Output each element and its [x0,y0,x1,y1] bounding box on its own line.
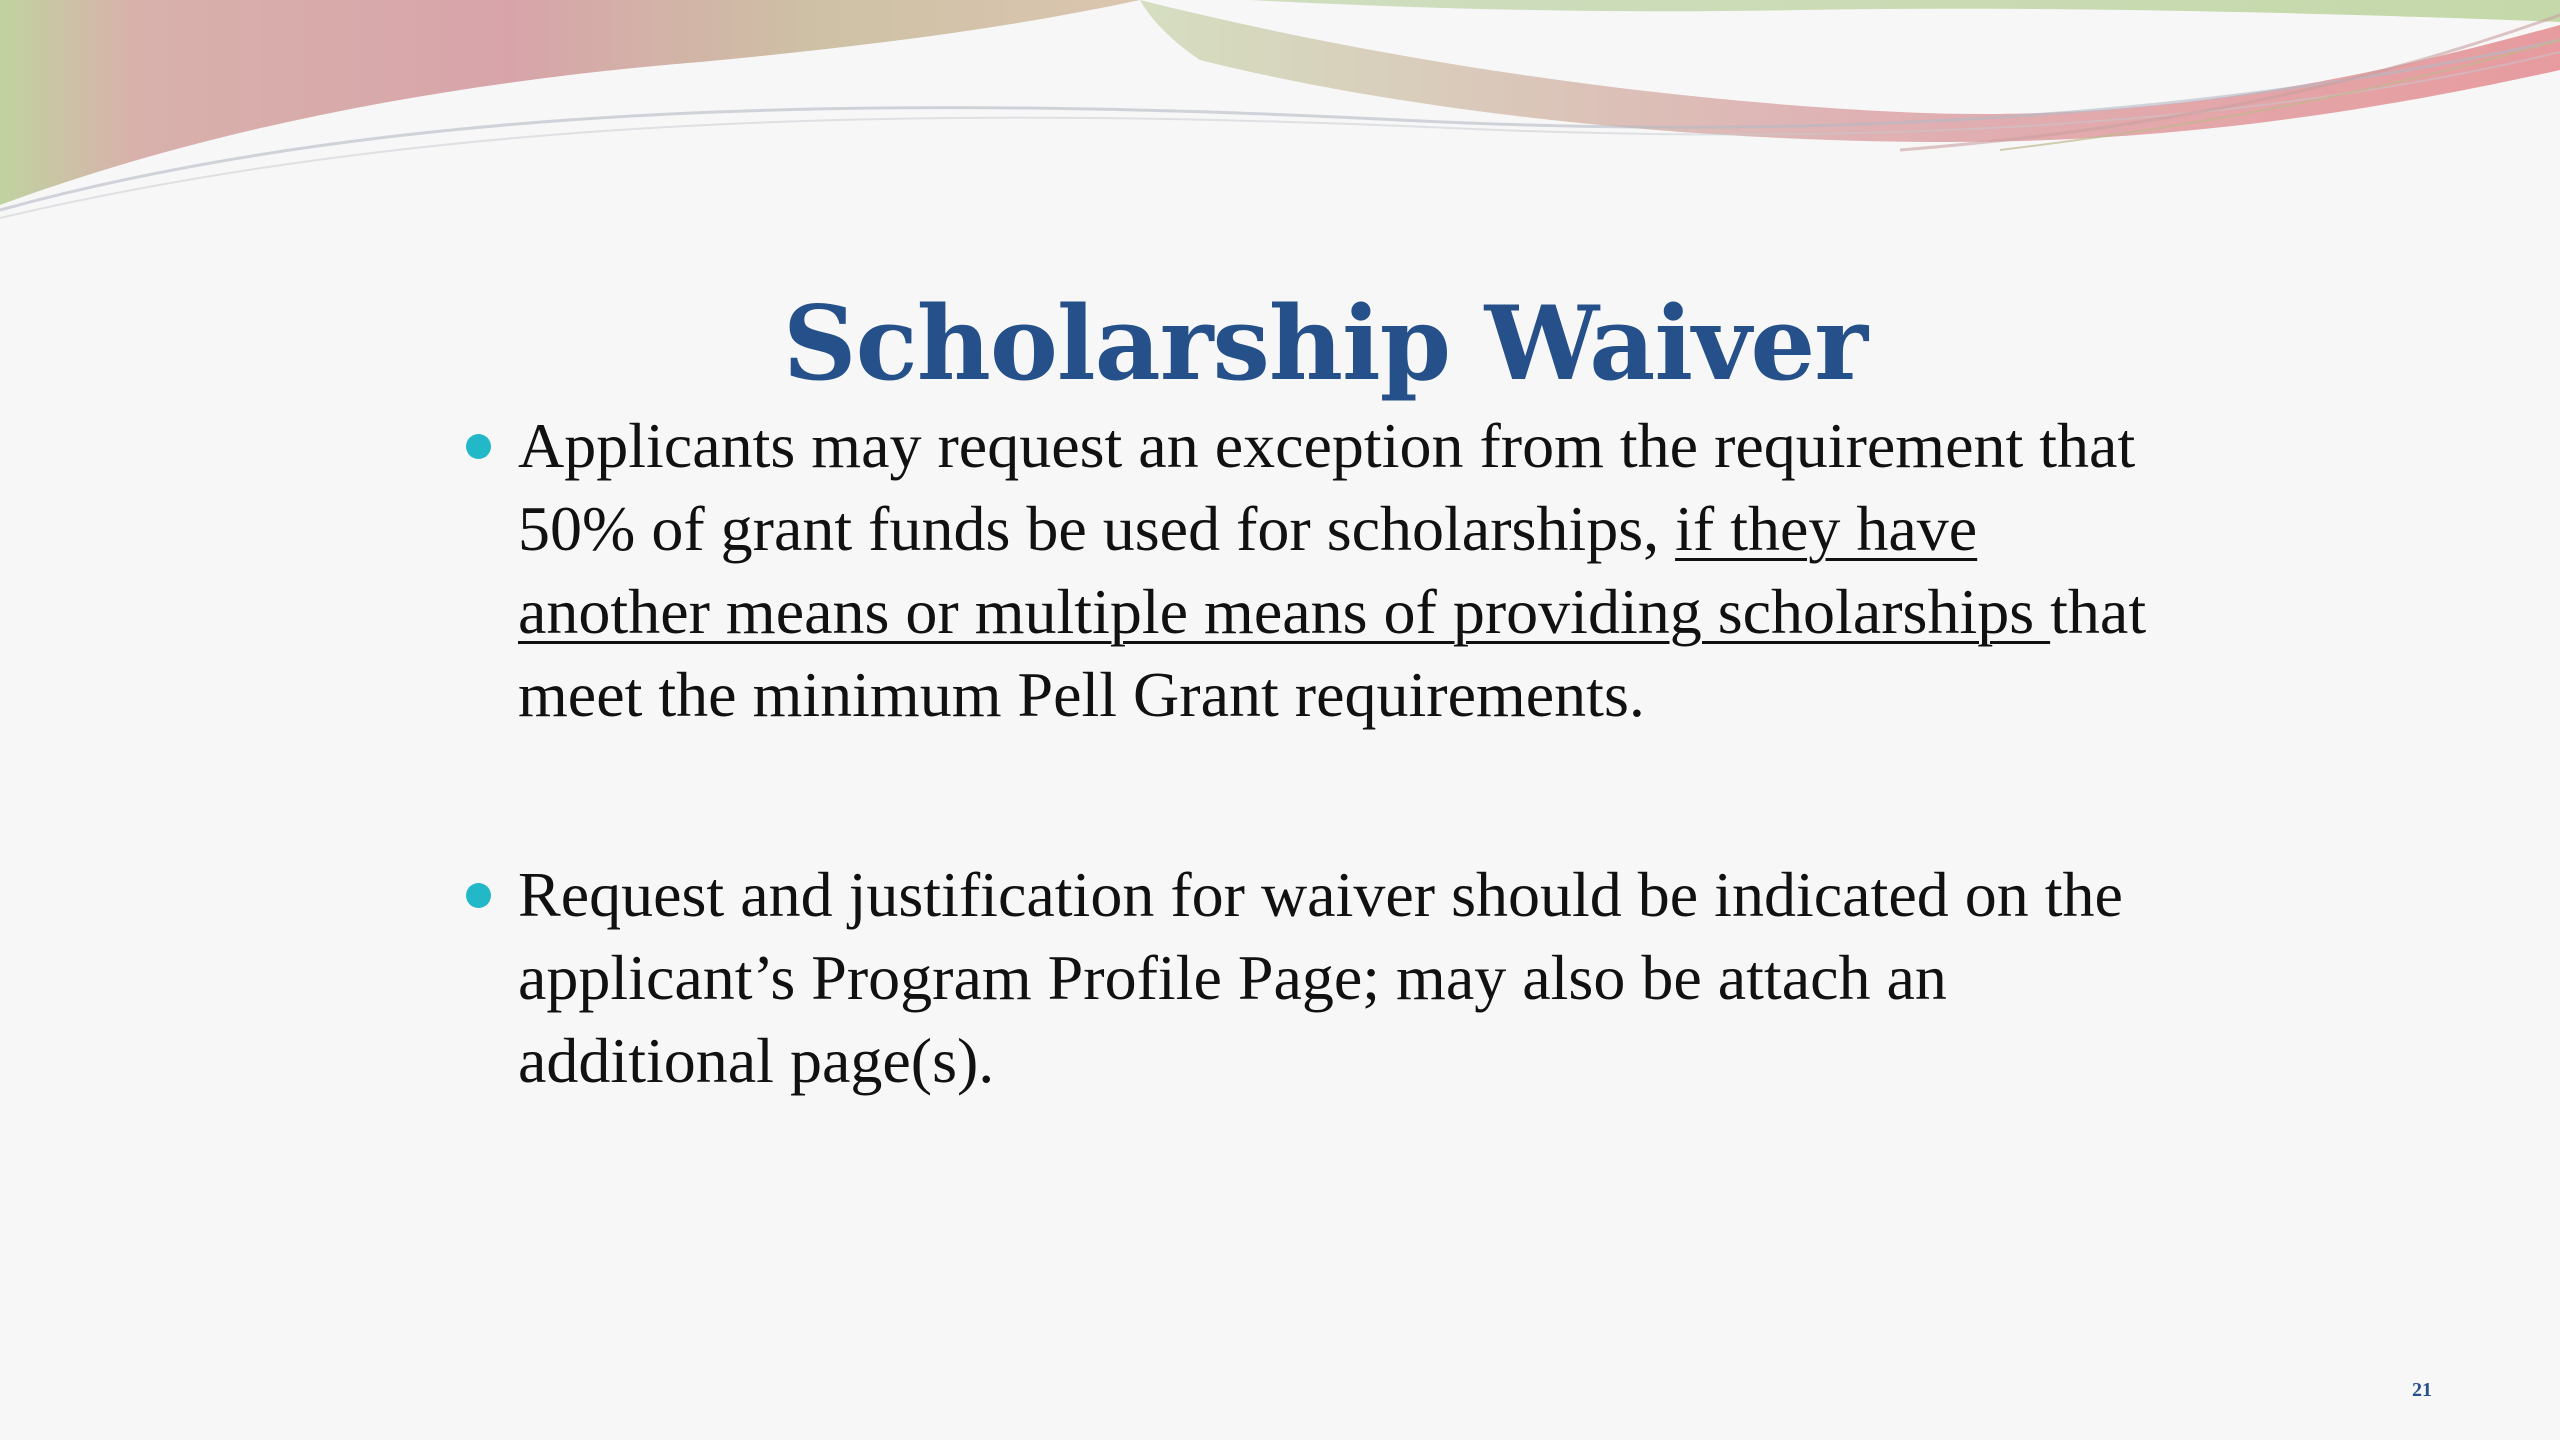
bullet-item-2 [460,853,2180,1102]
bullet-dot-icon [466,434,491,459]
bullet-text-1-part-1: Applicants may request an exception from the requirement that 50% of grant funds be used for scholarships, [518,410,2136,564]
bullet-text-1-underlined: if they have another means or multiple means of providing scholarships [518,493,2051,647]
page-number: 21 [2412,1379,2432,1401]
bullet-text-2: Request and justification for waiver should be indicated on the applicant’s Program Profile Page; may also be attach an additional page(s). [518,859,2123,1096]
wave-banner [0,0,2560,260]
slide-title: Scholarship Waiver [782,284,1868,405]
bullet-text-1-part-2: that meet the minimum Pell Grant requirements. [518,576,2147,730]
bullet-list [460,404,2180,1102]
bullet-dot-icon [466,883,491,908]
bullet-item-1 [460,404,2180,736]
